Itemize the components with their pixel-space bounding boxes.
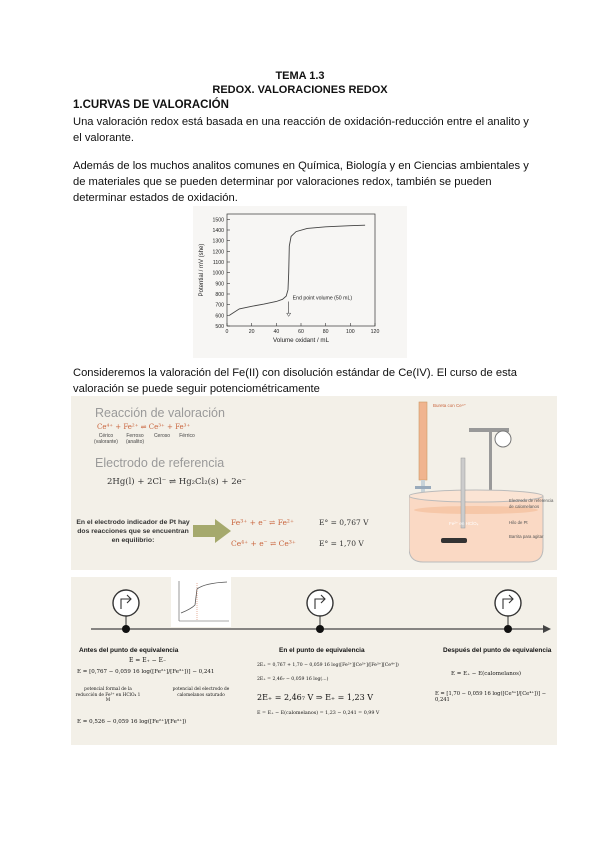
page-title: REDOX. VALORACIONES REDOX: [212, 84, 388, 96]
label-burette: Bureta con Ce⁴⁺: [433, 403, 467, 408]
end-point-arrow-icon: [287, 313, 291, 316]
label-beaker: Fe²⁺ en HClO₄: [449, 521, 479, 526]
species-2: Ferroso (analito): [125, 433, 145, 445]
y-tick-label: 1500: [212, 217, 224, 224]
reaction-panel: [71, 396, 557, 570]
timeline-node-1: [113, 590, 139, 633]
titration-apparatus-illustration: [409, 398, 557, 568]
half-reaction-ce: Ce⁴⁺ + e⁻ ⇌ Ce³⁺: [231, 539, 296, 548]
stage-after-title: Después del punto de equivalencia: [443, 647, 552, 654]
y-tick-label: 1300: [212, 238, 224, 245]
timeline-panel: [71, 577, 557, 745]
y-axis-label: Potential / mV (she): [199, 243, 205, 297]
reaction-equation: Ce⁴⁺ + Fe²⁺ ⇌ Ce³⁺ + Fe³⁺: [97, 423, 191, 431]
stage-before-note2: potencial del electrodo de calomelanos saturado: [172, 687, 230, 698]
y-tick-label: 800: [215, 292, 224, 298]
x-tick-label: 0: [225, 329, 229, 335]
x-axis-label: Volume oxidant / mL: [272, 337, 330, 344]
species-4: Férrico: [179, 433, 195, 439]
paragraph-3: Consideremos la valoración del Fe(II) con disolución estándar de Ce(IV). El curso de esta valoración se puede seguir potenciométricamente: [73, 367, 517, 395]
stage-equivalence-eq3: 2E₊ = 2,46₇ V ⇒ E₊ = 1,23 V: [257, 693, 374, 702]
right-arrow-icon: [193, 519, 231, 543]
stage-after-eq1: E = E₊ − E(calomelanos): [451, 671, 522, 677]
stage-equivalence-eq4: E = E₊ − E(calomelanos) = 1,23 − 0,241 = 0,99 V: [257, 711, 380, 716]
label-stirrer: Barrita para agitar: [509, 534, 544, 539]
x-tick-label: 120: [370, 329, 380, 335]
mini-curve-thumbnail: [171, 577, 231, 627]
reaction-title: Reacción de valoración: [95, 406, 225, 420]
x-tick-label: 20: [248, 329, 255, 335]
stage-before-title: Antes del punto de equivalencia: [79, 647, 179, 654]
y-tick-label: 900: [215, 281, 224, 288]
x-tick-label: 100: [346, 329, 355, 335]
end-point-annotation: End point volume (50 mL): [292, 295, 353, 302]
timeline-axis: [71, 577, 557, 637]
stage-before-eq2: E = [0,767 − 0,059 16 log([Fe²⁺]/[Fe³⁺])] − 0,241: [77, 669, 215, 675]
stage-before-eq1: E = E₊ − E₋: [129, 657, 167, 664]
section-heading: 1.CURVAS DE VALORACIÓN: [73, 99, 229, 111]
stage-before-note1: potencial formal de la reducción de Fe³⁺ en HClO₄ 1 M: [75, 687, 141, 703]
stage-after-eq2: E = [1,70 − 0,059 16 log([Ce³⁺]/[Ce⁴⁺])] − 0,241: [435, 691, 547, 703]
half-reaction-fe: Fe³⁺ + e⁻ ⇌ Fe²⁺: [231, 518, 294, 527]
series-line: [230, 225, 366, 315]
stage-equivalence-eq2: 2E₊ = 2,46₇ − 0,059 16 log(...): [257, 677, 329, 682]
x-tick-label: 40: [273, 329, 280, 335]
x-tick-label: 60: [298, 329, 304, 335]
indicator-text: En el electrodo indicador de Pt hay dos reacciones que se encuentran en equilibrio:: [76, 519, 190, 544]
paragraph-1: Una valoración redox está basada en una reacción de oxidación-reducción entre el analito y el valorante.: [73, 116, 529, 144]
potential-fe: E° = 0,767 V: [319, 518, 369, 527]
y-tick-label: 1200: [212, 249, 224, 256]
timeline-node-3: [495, 590, 521, 633]
stage-equivalence-title: En el punto de equivalencia: [279, 647, 365, 654]
species-1: Cérico (valorante): [94, 433, 118, 445]
y-tick-label: 700: [215, 302, 224, 309]
topic-label: TEMA 1.3: [275, 70, 325, 82]
y-tick-label: 1400: [212, 228, 224, 234]
y-tick-label: 1100: [212, 260, 224, 266]
species-3: Ceroso: [153, 433, 171, 439]
plot-frame: [227, 214, 375, 326]
stage-before-eq3: E = 0,526 − 0,059 16 log([Fe²⁺]/[Fe³⁺]): [77, 719, 187, 725]
titration-chart: [193, 206, 407, 358]
paragraph-2: Además de los muchos analitos comunes en Química, Biología y en Ciencias ambientales y de materiales que se pueden determinar por valoraciones redox, también se pueden determinar estados de oxidación.: [73, 160, 529, 204]
timeline-node-2: [307, 590, 333, 633]
reference-title: Electrodo de referencia: [95, 456, 225, 470]
potential-ce: E° = 1,70 V: [319, 539, 364, 548]
label-calomel: Electrodo de referencia de calomelanos: [509, 498, 554, 509]
x-tick-label: 80: [322, 329, 329, 335]
y-tick-label: 1000: [212, 270, 224, 277]
y-tick-label: 600: [215, 313, 224, 320]
stage-equivalence-eq1: 2E₊ = 0,767 + 1,70 − 0,059 16 log([Fe²⁺][Ce³⁺]/[Fe³⁺][Ce⁴⁺]): [257, 663, 399, 668]
chart-svg: [193, 206, 407, 358]
y-tick-label: 500: [215, 324, 224, 330]
label-pt-wire: Hilo de Pt: [509, 520, 528, 525]
reference-equation: 2Hg(l) + 2Cl⁻ ⇌ Hg₂Cl₂(s) + 2e⁻: [107, 477, 247, 487]
